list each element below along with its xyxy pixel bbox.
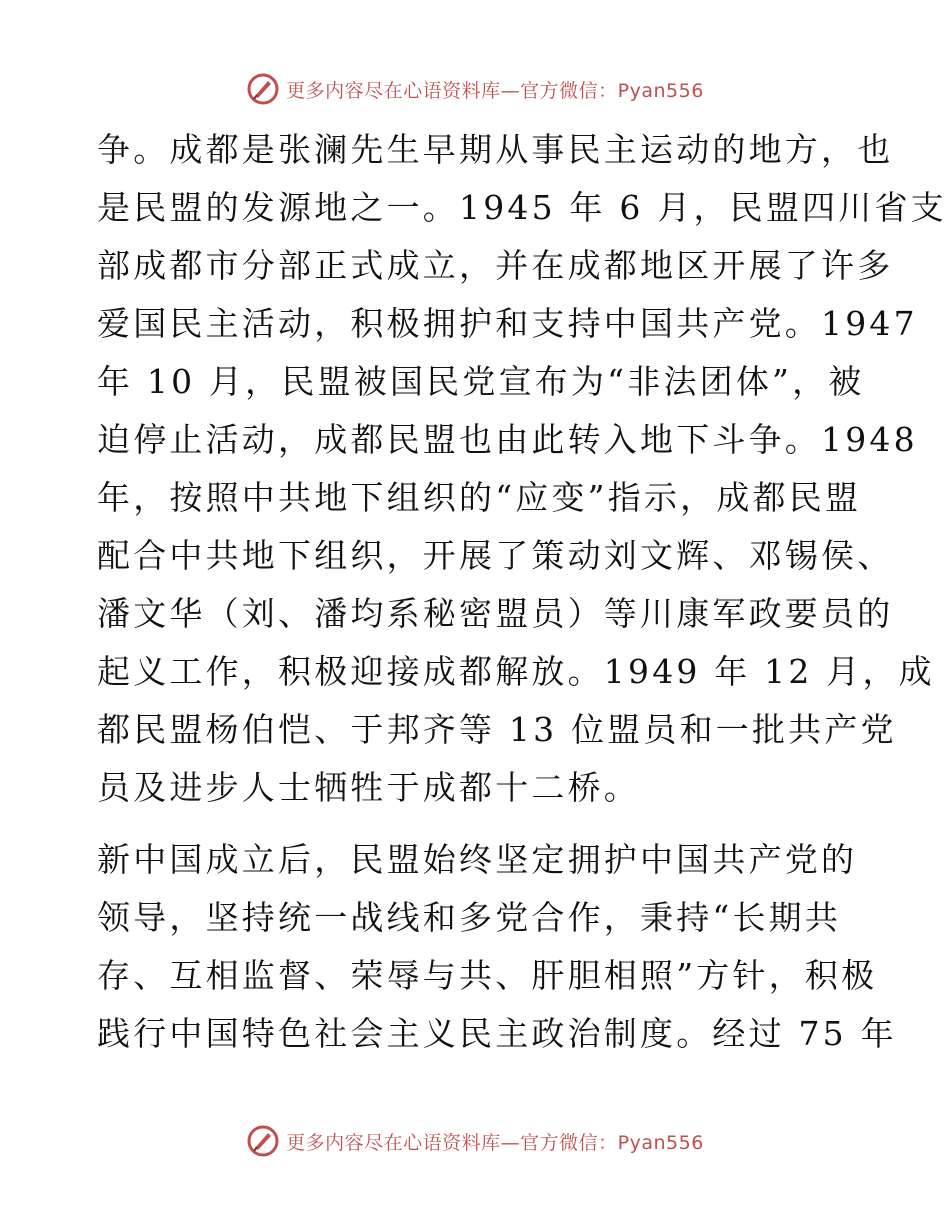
paragraph-2 bbox=[97, 831, 897, 1063]
text-line: 部成都市分部正式成立，并在成都地区开展了许多 bbox=[97, 246, 894, 285]
paragraph-spacer bbox=[97, 817, 857, 831]
text-line: 是民盟的发源地之一。1945 年 6 月，民盟四川省支 bbox=[97, 188, 947, 227]
paragraph-1 bbox=[97, 121, 947, 817]
text-line: 潘文华（刘、潘均系秘密盟员）等川康军政要员的 bbox=[97, 594, 894, 633]
text-line: 起义工作，积极迎接成都解放。1949 年 12 月，成 bbox=[97, 652, 935, 691]
document-body bbox=[97, 121, 947, 1063]
quill-logo-icon bbox=[246, 1124, 280, 1158]
text-line: 争。成都是张澜先生早期从事民主运动的地方，也 bbox=[97, 130, 894, 169]
text-line: 爱国民主活动，积极拥护和支持中国共产党。1947 bbox=[97, 304, 918, 343]
text-line: 配合中共地下组织，开展了策动刘文辉、邓锡侯、 bbox=[97, 536, 894, 575]
watermark-text: 更多内容尽在心语资料库—官方微信：Pyan556 bbox=[286, 1131, 704, 1154]
text-line: 存、互相监督、荣辱与共、肝胆相照”方针，积极 bbox=[97, 956, 878, 995]
text-line: 年，按照中共地下组织的“应变”指示，成都民盟 bbox=[97, 478, 862, 517]
text-line: 新中国成立后，民盟始终坚定拥护中国共产党的 bbox=[97, 840, 858, 879]
text-line: 年 10 月，民盟被国民党宣布为“非法团体”，被 bbox=[97, 362, 865, 401]
text-line: 都民盟杨伯恺、于邦齐等 13 位盟员和一批共产党 bbox=[97, 710, 897, 749]
text-line: 迫停止活动，成都民盟也由此转入地下斗争。1948 bbox=[97, 420, 918, 459]
quill-logo-icon bbox=[246, 72, 280, 106]
text-line: 践行中国特色社会主义民主政治制度。经过 75 年 bbox=[97, 1014, 897, 1053]
text-line: 员及进步人士牺牲于成都十二桥。 bbox=[97, 768, 640, 807]
text-line: 领导，坚持统一战线和多党合作，秉持“长期共 bbox=[97, 898, 842, 937]
footer-watermark bbox=[0, 1124, 950, 1158]
watermark-text: 更多内容尽在心语资料库—官方微信：Pyan556 bbox=[286, 79, 704, 102]
header-watermark bbox=[0, 72, 950, 106]
